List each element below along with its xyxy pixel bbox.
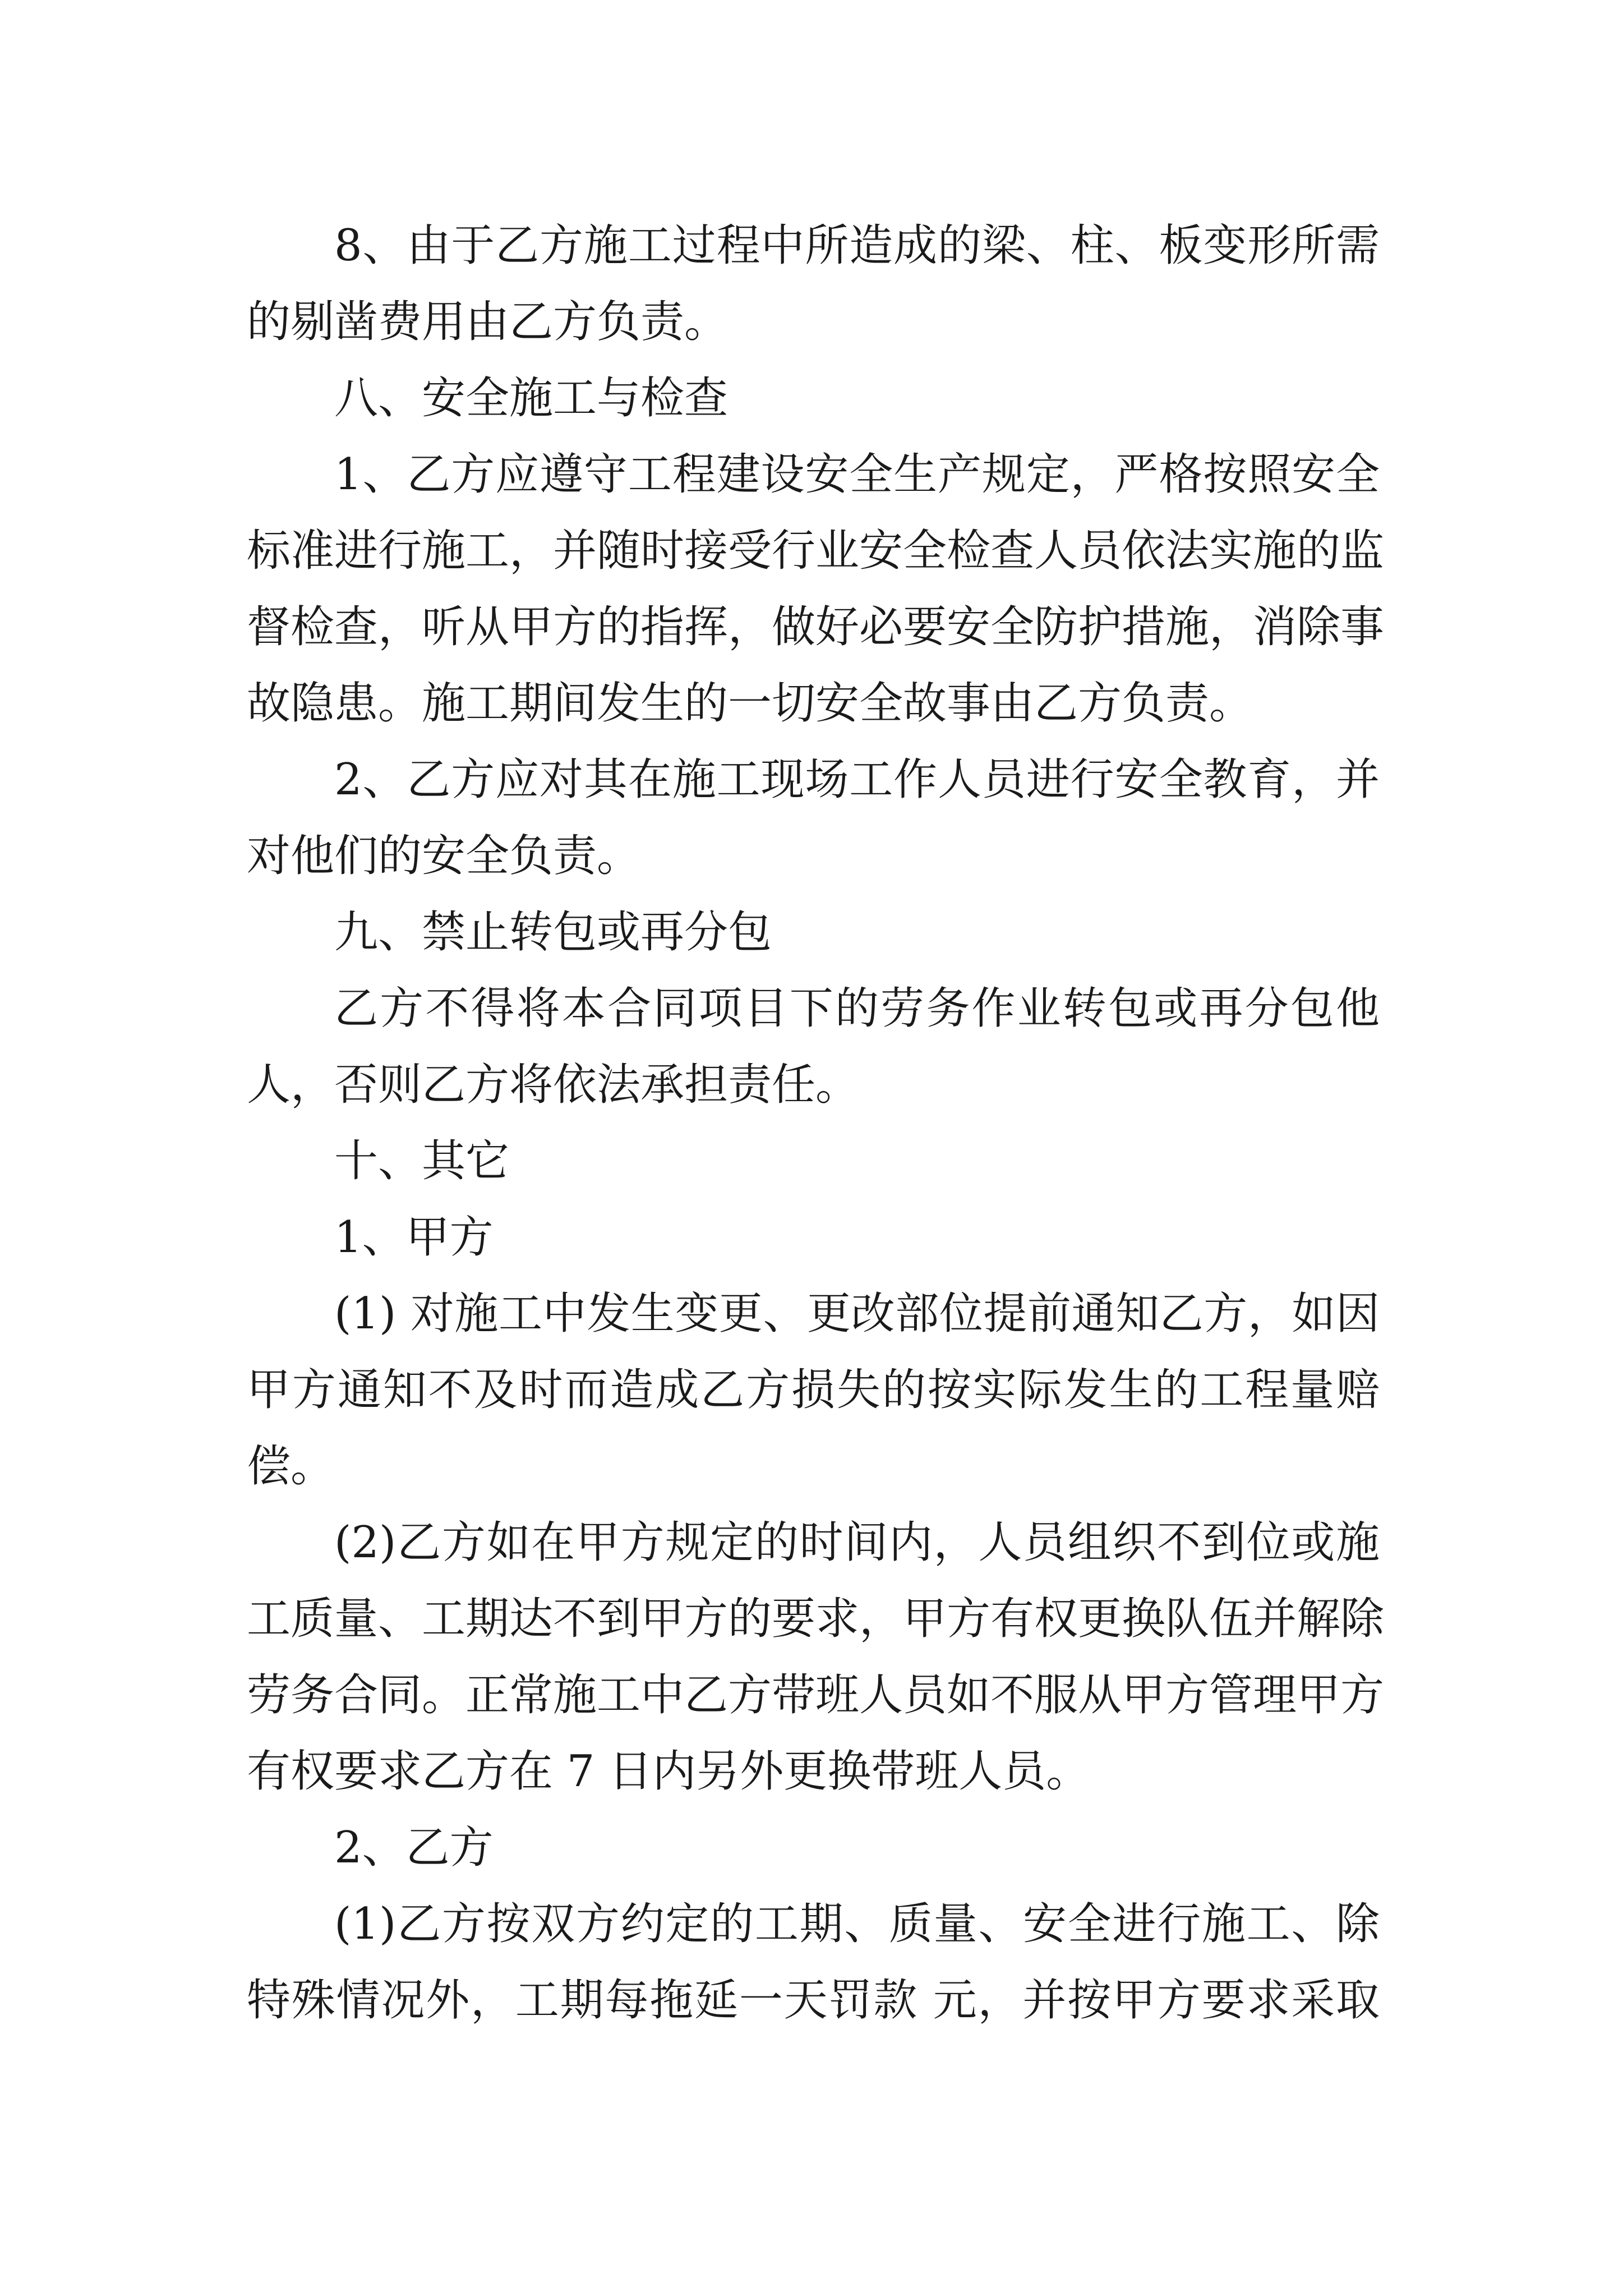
section-heading: 八、安全施工与检查 bbox=[334, 373, 728, 424]
paragraph-line: 2、乙方应对其在施工现场工作人员进行安全教育，并 bbox=[334, 754, 1380, 805]
paragraph-line: 偿。 bbox=[247, 1441, 335, 1492]
paragraph-line: 工质量、工期达不到甲方的要求，甲方有权更换队伍并解除 bbox=[247, 1594, 1385, 1644]
subsection-heading: 1、甲方 bbox=[334, 1212, 494, 1263]
paragraph-line: 乙方不得将本合同项目下的劳务作业转包或再分包他 bbox=[334, 983, 1380, 1034]
paragraph-line: 对他们的安全负责。 bbox=[247, 831, 641, 881]
document-page bbox=[247, 208, 1385, 2039]
paragraph-line: 1、乙方应遵守工程建设安全生产规定，严格按照安全 bbox=[334, 449, 1380, 500]
paragraph-line: 人，否则乙方将依法承担责任。 bbox=[247, 1060, 860, 1110]
paragraph-line: 标准进行施工，并随时接受行业安全检查人员依法实施的监 bbox=[247, 526, 1385, 576]
paragraph-line: 的剔凿费用由乙方负责。 bbox=[247, 297, 728, 347]
paragraph-line: 甲方通知不及时而造成乙方损失的按实际发生的工程量赔 bbox=[247, 1365, 1380, 1415]
subsection-heading: 2、乙方 bbox=[334, 1823, 494, 1873]
paragraph-line: 故隐患。施工期间发生的一切安全故事由乙方负责。 bbox=[247, 678, 1253, 729]
paragraph-line: 督检查，听从甲方的指挥，做好必要安全防护措施，消除事 bbox=[247, 602, 1385, 652]
paragraph-line: 8、由于乙方施工过程中所造成的梁、柱、板变形所需 bbox=[334, 220, 1380, 271]
paragraph-line: (2)乙方如在甲方规定的时间内，人员组织不到位或施 bbox=[334, 1517, 1380, 1568]
section-heading: 十、其它 bbox=[334, 1136, 510, 1186]
section-heading: 九、禁止转包或再分包 bbox=[334, 907, 772, 958]
paragraph-line: 特殊情况外，工期每拖延一天罚款 元，并按甲方要求采取 bbox=[247, 1975, 1380, 2026]
paragraph-line: 劳务合同。正常施工中乙方带班人员如不服从甲方管理甲方 bbox=[247, 1670, 1385, 1720]
paragraph-line: (1) 对施工中发生变更、更改部位提前通知乙方，如因 bbox=[334, 1289, 1380, 1339]
paragraph-line: (1)乙方按双方约定的工期、质量、安全进行施工、除 bbox=[334, 1899, 1380, 1949]
paragraph-line: 有权要求乙方在 7 日内另外更换带班人员。 bbox=[247, 1746, 1090, 1797]
